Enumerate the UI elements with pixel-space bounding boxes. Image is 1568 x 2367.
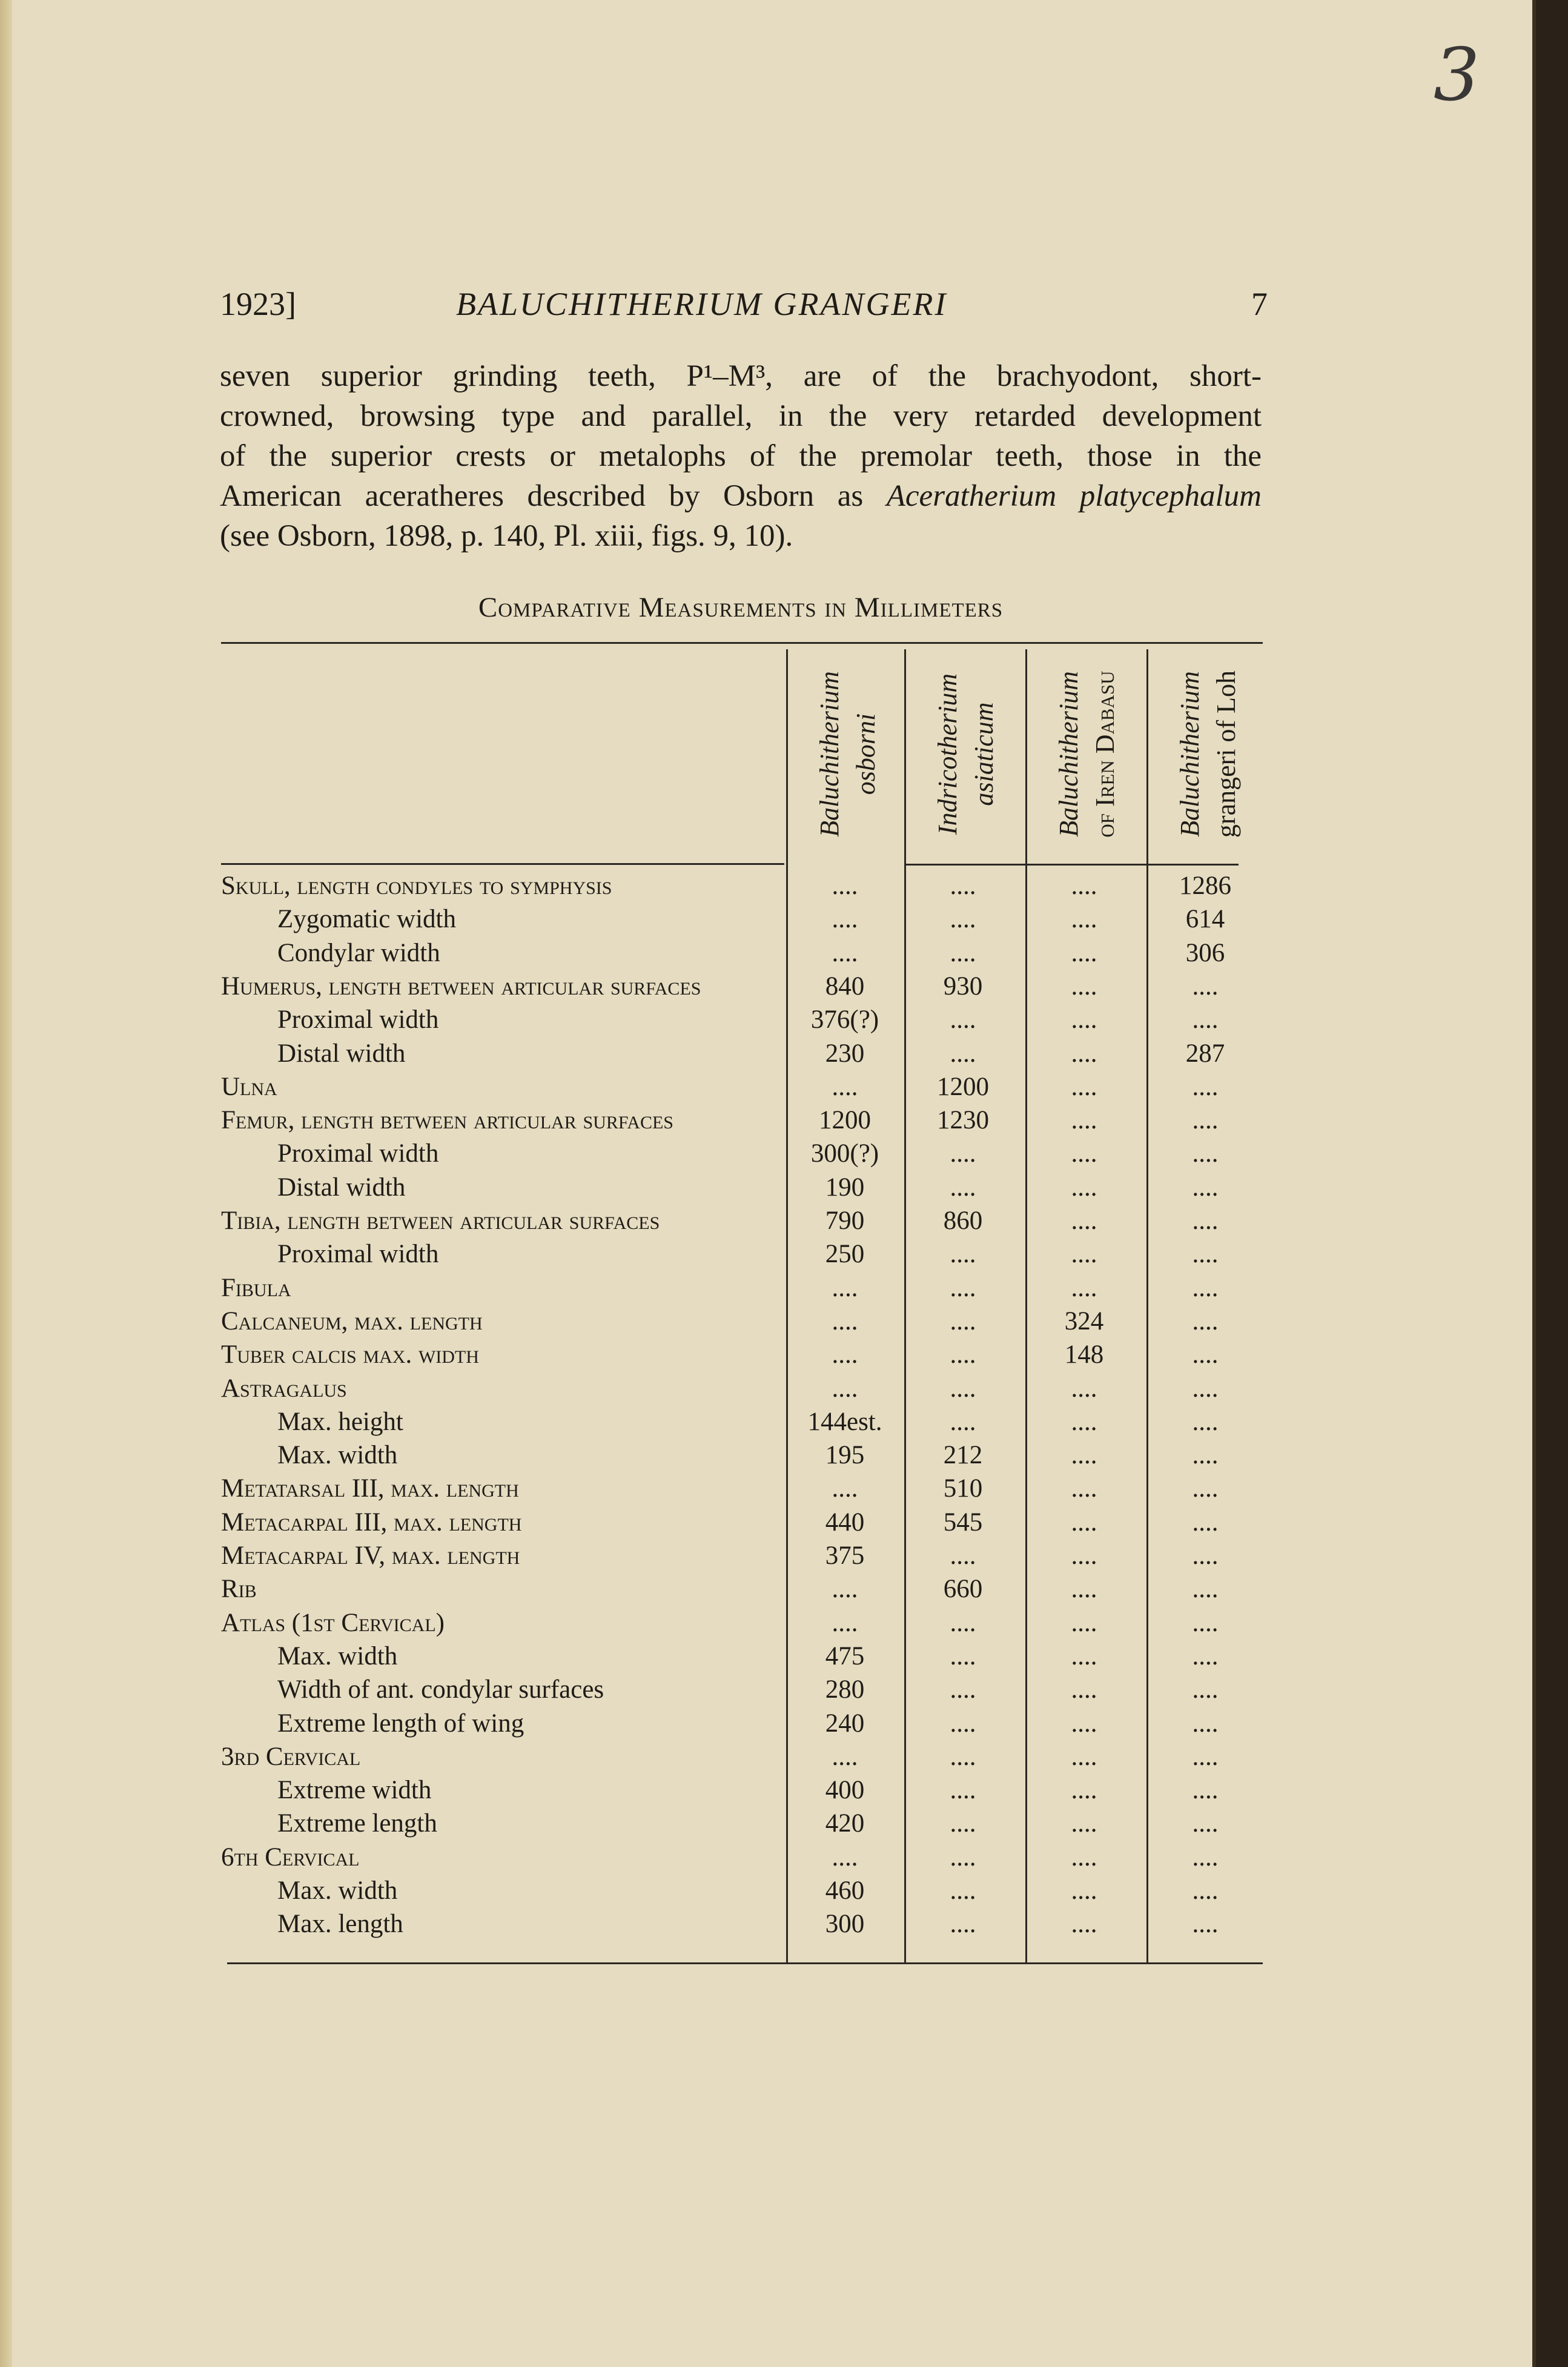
- row-value: ....: [1071, 1776, 1097, 1805]
- row-label: Proximal width: [277, 1240, 439, 1269]
- row-value: ....: [1071, 1742, 1097, 1771]
- label-column-rule: [221, 863, 784, 865]
- row-value: ....: [950, 1776, 976, 1805]
- row-value: 400: [825, 1776, 865, 1805]
- table-row: [221, 1907, 1263, 1941]
- body-line: (see Osborn, 1898, p. 140, Pl. xiii, figs. 9, 10).: [220, 519, 793, 553]
- table-row: [221, 1506, 1263, 1540]
- row-value: 375: [825, 1541, 865, 1570]
- row-value: ....: [950, 1675, 976, 1704]
- body-line-text: American aceratheres described by Osborn as: [220, 479, 887, 513]
- body-line: crowned, browsing type and parallel, in the very retarded development: [220, 399, 1262, 433]
- row-value: 212: [943, 1441, 983, 1470]
- body-line: seven superior grinding teeth, P¹–M³, are of the brachyodont, short-: [220, 359, 1262, 393]
- row-value: ....: [1192, 1575, 1219, 1604]
- row-value: ....: [1192, 1474, 1219, 1503]
- row-value: 144est.: [807, 1407, 882, 1436]
- row-value: ....: [1192, 1541, 1219, 1570]
- row-value: ....: [1192, 1842, 1219, 1872]
- row-label: Distal width: [277, 1039, 406, 1068]
- row-label: Tuber calcis max. width: [221, 1340, 479, 1369]
- row-value: ....: [1192, 1876, 1219, 1905]
- row-value: 190: [825, 1173, 865, 1202]
- row-value: ....: [1192, 1306, 1219, 1336]
- row-value: 475: [825, 1641, 865, 1670]
- row-value: 240: [825, 1709, 865, 1738]
- row-value: 300(?): [810, 1139, 879, 1168]
- row-value: 287: [1185, 1039, 1225, 1068]
- row-value: ....: [1192, 972, 1219, 1001]
- row-value: ....: [1071, 872, 1097, 900]
- row-value: 300: [825, 1910, 865, 1939]
- column-header: [787, 642, 908, 866]
- row-label: Metatarsal III, max. length: [221, 1474, 519, 1503]
- row-value: 614: [1185, 905, 1225, 934]
- row-label: Max. height: [277, 1407, 403, 1436]
- column-header: [1027, 642, 1148, 866]
- row-value: ....: [832, 1842, 858, 1872]
- row-value: 790: [825, 1207, 865, 1235]
- table-row: [221, 1003, 1263, 1037]
- row-value: ....: [1192, 1608, 1219, 1637]
- row-label: Extreme length of wing: [277, 1709, 524, 1738]
- table-row: [221, 1070, 1263, 1104]
- row-value: ....: [1192, 1776, 1219, 1805]
- row-value: 324: [1064, 1306, 1104, 1336]
- row-value: ....: [950, 1809, 976, 1838]
- row-value: ....: [832, 1072, 858, 1101]
- row-value: 930: [943, 972, 983, 1001]
- row-value: ....: [950, 1340, 976, 1369]
- row-value: ....: [1192, 1207, 1219, 1235]
- row-value: ....: [1071, 1608, 1097, 1637]
- row-value: ....: [1192, 1675, 1219, 1704]
- row-value: ....: [1192, 1005, 1219, 1035]
- row-value: ....: [1192, 1374, 1219, 1403]
- row-value: 1230: [937, 1106, 989, 1135]
- row-label: Humerus, length between articular surfaces: [221, 972, 701, 1001]
- table-row: [221, 936, 1263, 970]
- row-value: ....: [1071, 1072, 1097, 1101]
- row-value: 306: [1185, 938, 1225, 967]
- table-row: [221, 902, 1263, 936]
- row-label: Tibia, length between articular surfaces: [221, 1207, 660, 1235]
- row-value: ....: [832, 1273, 858, 1302]
- row-value: ....: [950, 1306, 976, 1336]
- row-label: Width of ant. condylar surfaces: [277, 1675, 604, 1704]
- row-value: ....: [1071, 1474, 1097, 1503]
- row-value: ....: [1071, 1005, 1097, 1035]
- row-value: ....: [1071, 1173, 1097, 1202]
- measurements-table: [221, 642, 1263, 1975]
- row-value: 1200: [937, 1072, 989, 1101]
- table-bottom-rule: [227, 1962, 1263, 1964]
- row-label: Astragalus: [221, 1374, 347, 1403]
- table-row: [221, 1104, 1263, 1137]
- table-row: [221, 1472, 1263, 1506]
- running-head-title: BALUCHITHERIUM GRANGERI: [456, 286, 948, 322]
- row-value: 420: [825, 1809, 865, 1838]
- row-value: ....: [950, 1742, 976, 1771]
- running-head-year: 1923]: [220, 286, 296, 322]
- row-label: Extreme width: [277, 1776, 432, 1805]
- row-value: ....: [832, 1306, 858, 1336]
- row-label: Extreme length: [277, 1809, 437, 1838]
- running-head: [220, 280, 1268, 328]
- table-row: [221, 1438, 1263, 1472]
- row-value: ....: [1192, 1641, 1219, 1670]
- row-value: ....: [950, 1173, 976, 1202]
- table-row: [221, 1271, 1263, 1305]
- page-number: 7: [1251, 286, 1268, 322]
- row-value: ....: [950, 1273, 976, 1302]
- row-value: ....: [1071, 1240, 1097, 1269]
- row-value: ....: [1071, 1106, 1097, 1135]
- row-label: Calcaneum, max. length: [221, 1306, 483, 1336]
- handwritten-folio-number: 3: [1433, 33, 1480, 118]
- row-value: ....: [1071, 1675, 1097, 1704]
- row-label: Atlas (1st Cervical): [221, 1608, 445, 1637]
- table-row: [221, 1640, 1263, 1673]
- column-header-locality: of Iren Dabasu: [1090, 670, 1120, 838]
- row-value: ....: [1071, 1139, 1097, 1168]
- row-value: ....: [832, 1474, 858, 1503]
- row-value: ....: [950, 1842, 976, 1872]
- body-line: of the superior crests or metalophs of the premolar teeth, those in the: [220, 439, 1262, 473]
- row-value: 195: [825, 1441, 865, 1470]
- row-value: ....: [1071, 1842, 1097, 1872]
- row-value: ....: [1071, 1207, 1097, 1235]
- row-label: Metacarpal III, max. length: [221, 1508, 522, 1537]
- row-label: Rib: [221, 1575, 257, 1604]
- row-label: Zygomatic width: [277, 905, 456, 934]
- row-value: ....: [1192, 1407, 1219, 1436]
- table-row: [221, 869, 1263, 903]
- row-value: ....: [832, 1374, 858, 1403]
- column-header: [905, 642, 1027, 866]
- row-value: 1286: [1179, 872, 1231, 900]
- column-header: [1148, 642, 1269, 866]
- row-value: ....: [1071, 1575, 1097, 1604]
- row-value: ....: [1192, 1273, 1219, 1302]
- row-value: ....: [1071, 1273, 1097, 1302]
- row-value: ....: [950, 1005, 976, 1035]
- column-header-genus: Baluchitherium: [1054, 671, 1083, 837]
- column-header-genus: Baluchitherium: [1175, 671, 1205, 837]
- column-header-genus: Indricotherium: [933, 673, 962, 835]
- row-value: ....: [1192, 1910, 1219, 1939]
- row-value: 148: [1064, 1340, 1104, 1369]
- row-value: ....: [950, 1910, 976, 1939]
- row-value: ....: [832, 872, 858, 900]
- row-value: ....: [1071, 1407, 1097, 1436]
- row-label: Fibula: [221, 1273, 291, 1302]
- row-value: ....: [832, 1742, 858, 1771]
- table-title: Comparative Measurements in Millimeters: [478, 592, 1004, 623]
- row-label: 3rd Cervical: [221, 1742, 361, 1771]
- page-edge: [0, 0, 12, 2367]
- row-value: ....: [1192, 1742, 1219, 1771]
- row-value: 460: [825, 1876, 865, 1905]
- row-value: ....: [832, 1575, 858, 1604]
- row-value: ....: [1071, 1541, 1097, 1570]
- row-value: 840: [825, 972, 865, 1001]
- row-value: ....: [1071, 1508, 1097, 1537]
- row-value: ....: [1071, 1039, 1097, 1068]
- row-value: ....: [1192, 1240, 1219, 1269]
- row-value: ....: [1192, 1441, 1219, 1470]
- table-row: [221, 970, 1263, 1004]
- table-row: [221, 1606, 1263, 1640]
- table-row: [221, 1237, 1263, 1271]
- table-row: [221, 1841, 1263, 1875]
- row-value: ....: [950, 1039, 976, 1068]
- table-row: [221, 1204, 1263, 1238]
- row-value: ....: [1192, 1809, 1219, 1838]
- table-row: [221, 1037, 1263, 1071]
- table-row: [221, 1338, 1263, 1372]
- species-name: Aceratherium platycephalum: [886, 479, 1262, 513]
- column-header-species: asiaticum: [969, 702, 999, 806]
- body-line: [220, 476, 1262, 516]
- row-value: ....: [950, 1641, 976, 1670]
- row-value: ....: [832, 1340, 858, 1369]
- row-label: Metacarpal IV, max. length: [221, 1541, 520, 1570]
- row-value: ....: [1071, 1876, 1097, 1905]
- row-value: ....: [1071, 1641, 1097, 1670]
- column-header-genus: Baluchitherium: [815, 671, 844, 837]
- row-value: ....: [1071, 938, 1097, 967]
- row-label: Max. width: [277, 1641, 398, 1670]
- row-value: ....: [1071, 972, 1097, 1001]
- table-row: [221, 1137, 1263, 1171]
- row-value: 860: [943, 1207, 983, 1235]
- row-value: ....: [1071, 1910, 1097, 1939]
- table-row: [221, 1171, 1263, 1205]
- row-value: ....: [950, 1876, 976, 1905]
- row-value: ....: [1192, 1173, 1219, 1202]
- row-value: 230: [825, 1039, 865, 1068]
- row-value: ....: [1071, 1441, 1097, 1470]
- row-label: 6th Cervical: [221, 1842, 360, 1872]
- table-row: [221, 1707, 1263, 1741]
- row-label: Max. length: [277, 1910, 403, 1939]
- row-label: Distal width: [277, 1173, 406, 1202]
- row-value: 280: [825, 1675, 865, 1704]
- row-value: ....: [950, 1374, 976, 1403]
- row-value: 1200: [819, 1106, 871, 1135]
- table-row: [221, 1874, 1263, 1908]
- row-value: ....: [1192, 1709, 1219, 1738]
- row-label: Ulna: [221, 1072, 277, 1101]
- row-label: Femur, length between articular surfaces: [221, 1106, 673, 1135]
- row-value: ....: [1192, 1106, 1219, 1135]
- row-value: 440: [825, 1508, 865, 1537]
- table-row: [221, 1572, 1263, 1606]
- row-value: ....: [950, 905, 976, 934]
- row-value: ....: [950, 1240, 976, 1269]
- column-header-species-locality: grangeri of Loh: [1211, 670, 1241, 838]
- body-paragraph: [220, 356, 1262, 556]
- row-label: Max. width: [277, 1876, 398, 1905]
- row-value: ....: [1192, 1340, 1219, 1369]
- row-value: ....: [832, 905, 858, 934]
- row-value: 545: [943, 1508, 983, 1537]
- row-label: Condylar width: [277, 938, 440, 967]
- row-label: Proximal width: [277, 1005, 439, 1035]
- row-label: Max. width: [277, 1441, 398, 1470]
- row-value: ....: [1071, 1809, 1097, 1838]
- row-label: Skull, length condyles to symphysis: [221, 872, 612, 900]
- row-value: ....: [950, 1709, 976, 1738]
- row-value: ....: [950, 1541, 976, 1570]
- row-value: ....: [1071, 1709, 1097, 1738]
- row-value: ....: [832, 1608, 858, 1637]
- row-value: ....: [950, 1608, 976, 1637]
- row-value: ....: [832, 938, 858, 967]
- row-value: ....: [1192, 1139, 1219, 1168]
- row-value: 376(?): [810, 1005, 879, 1035]
- row-value: ....: [950, 938, 976, 967]
- row-label: Proximal width: [277, 1139, 439, 1168]
- row-value: ....: [1071, 905, 1097, 934]
- column-header-species: osborni: [851, 713, 881, 795]
- row-value: ....: [1192, 1072, 1219, 1101]
- row-value: 660: [943, 1575, 983, 1604]
- table-row: [221, 1539, 1263, 1573]
- table-row: [221, 1405, 1263, 1439]
- row-value: ....: [950, 872, 976, 900]
- row-value: ....: [1192, 1508, 1219, 1537]
- table-row: [221, 1807, 1263, 1841]
- row-value: ....: [1071, 1374, 1097, 1403]
- table-row: [221, 1673, 1263, 1707]
- table-row: [221, 1372, 1263, 1406]
- table-row: [221, 1773, 1263, 1807]
- row-value: ....: [950, 1139, 976, 1168]
- row-value: 250: [825, 1240, 865, 1269]
- row-value: ....: [950, 1407, 976, 1436]
- table-row: [221, 1740, 1263, 1774]
- row-value: 510: [943, 1474, 983, 1503]
- table-row: [221, 1305, 1263, 1339]
